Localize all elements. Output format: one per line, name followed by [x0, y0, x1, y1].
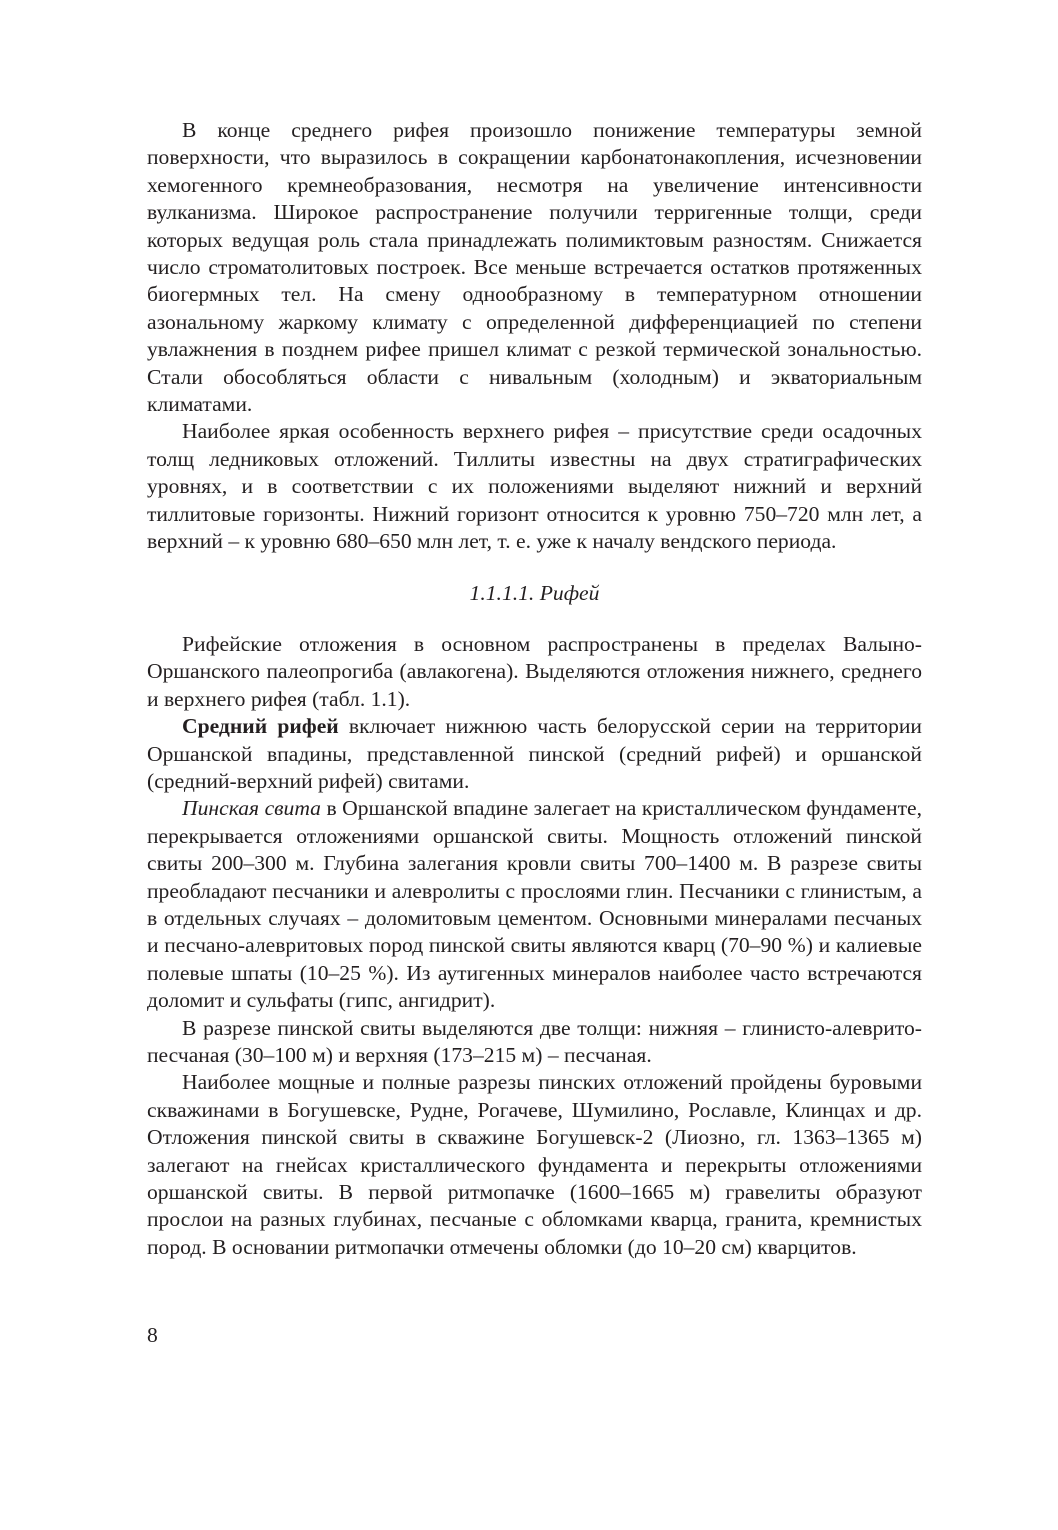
paragraph-middle-riphean — [147, 713, 922, 795]
paragraph-pinsk-formation — [147, 795, 922, 1014]
paragraph-pinsk-text: в Оршанской впадине залегает на кристаллическом фундаменте, перекрывается отложениями оршанской свиты. Мощность отложений пинской свиты 200–300 м. Глубина залегания кровли свиты 700–1400 м. В разрезе свиты преобладают песчаники и алевролиты с прослоями глин. Песчаники с глинистым, а в отдельных случаях – доломитовым цементом. Основными минералами песчаных и песчано-алевритовых пород пинской свиты являются кварц (70–90 %) и калиевые полевые шпаты (10–25 %). Из аутигенных минералов наиболее часто встречаются доломит и сульфаты (гипс, ангидрит). — [147, 796, 922, 1013]
paragraph-riphean-intro: Рифейские отложения в основном распространены в пределах Валыно-Оршанского палеопрогиба (авлакогена). Выделяются отложения нижнего, среднего и верхнего рифея (табл. 1.1). — [147, 631, 922, 711]
paragraph-glacial: Наиболее яркая особенность верхнего рифея – присутствие среди осадочных толщ ледниковых отложений. Тиллиты известны на двух стратиграфических уровнях, и в соответствии с их положениями выделяют нижний и верхний тиллитовые горизонты. Нижний горизонт относится к уровню 750–720 млн лет, а верхний – к уровню 680–650 млн лет, т. е. уже к началу вендского периода. — [147, 419, 922, 554]
paragraph-middle-riphean-text: включает нижнюю часть белорусской серии на территории Оршанской впадины, представленной пинской (средний рифей) и оршанской (средний-верхний рифей) свитами. — [147, 714, 922, 793]
page-number: 8 — [147, 1323, 158, 1347]
term-middle-riphean: Средний рифей — [182, 714, 339, 739]
paragraph-climate: В конце среднего рифея произошло понижение температуры земной поверхности, что выразилось в сокращении карбонатонакопления, исчезновении хемогенного кремнеобразования, несмотря на увеличение интенсивности вулканизма. Широкое распространение получили терригенные толщи, среди которых ведущая роль стала принадлежать полимиктовым разностям. Снижается число строматолитовых построек. Все меньше встречается остатков протяженных биогермных тел. На смену однообразному в температурном отношении азональному жаркому климату с определенной дифференциацией по степени увлажнения в позднем рифее пришел климат с резкой термической зональностью. Стали обособляться области с нивальным (холодным) и экваториальным климатами. — [147, 118, 922, 417]
page-body — [147, 117, 922, 1261]
paragraph-pinsk-boreholes: Наиболее мощные и полные разрезы пинских отложений пройдены буровыми скважинами в Богушевске, Рудне, Рогачеве, Шумилино, Рославле, Клинцах и др. Отложения пинской свиты в скважине Богушевск-2 (Лиозно, гл. 1363–1365 м) залегают на гнейсах кристаллического фундамента и перекрыты отложениями оршанской свиты. В первой ритмопачке (1600–1665 м) гравелиты образуют прослои на разных глубинах, песчаные с обломками кварца, гранита, кремнистых пород. В основании ритмопачки отмечены обломки (до 10–20 см) кварцитов. — [147, 1070, 922, 1259]
section-heading: 1.1.1.1. Рифей — [469, 580, 600, 605]
term-pinsk-formation: Пинская свита — [182, 796, 321, 821]
paragraph-pinsk-layers: В разрезе пинской свиты выделяются две толщи: нижняя – глинисто-алеврито-песчаная (30–100 м) и верхняя (173–215 м) – песчаная. — [147, 1015, 922, 1067]
